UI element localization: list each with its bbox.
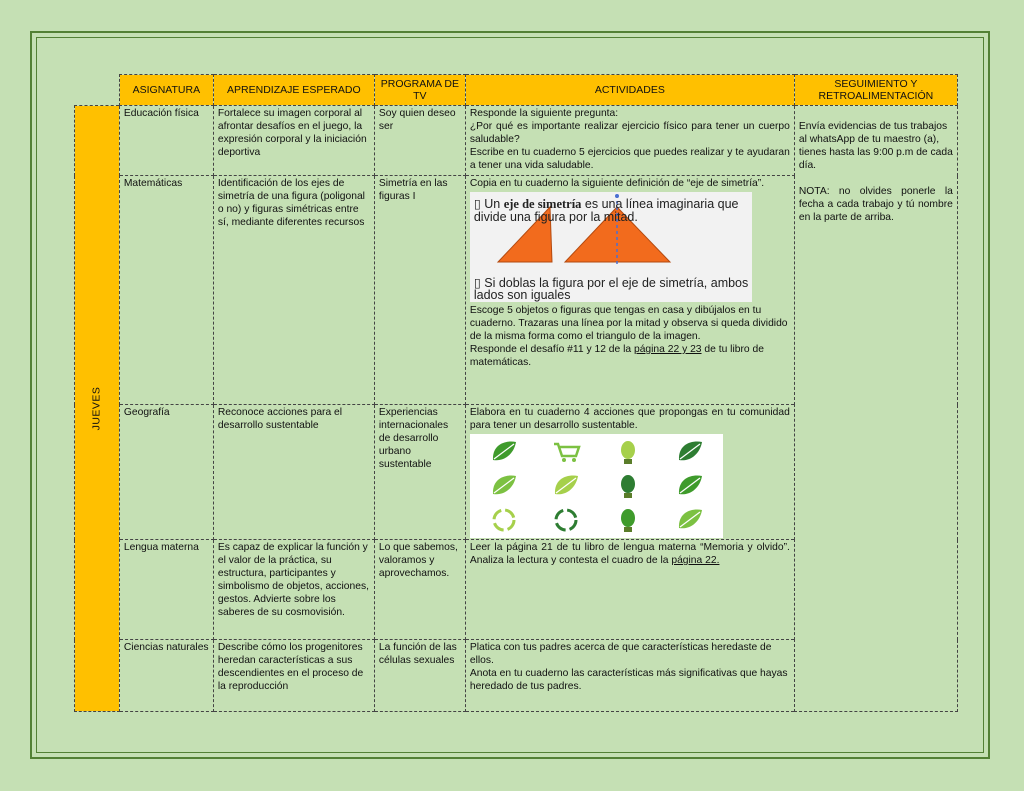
- activity-text: ¿Por qué es importante realizar ejercicio físico para tener un cuerpo saludable?: [469, 121, 790, 145]
- table-corner: [75, 75, 120, 106]
- cell-asignatura-matematicas: Matemáticas: [119, 176, 213, 405]
- shopping-cart-icon: [554, 444, 579, 462]
- cell-actividades-educacion: [465, 106, 794, 176]
- activity-text: Leer la página 21 de tu libro de lengua materna “Memoria y olvido”. Analiza la lectura y contesta el cuadro de la: [469, 542, 790, 566]
- activity-text-pre: Responde el desafío #11 y 12 de la: [469, 344, 634, 355]
- cell-programa-lengua: Lo que sabemos, valoramos y aprovechamos.: [374, 540, 465, 640]
- factory-leaf-icon: [493, 442, 516, 461]
- cell-programa-educacion: Soy quien deseo ser: [374, 106, 465, 176]
- nota-text: NOTA: no olvides ponerle la fecha a cada trabajo y tú nombre en la parte de arriba.: [798, 186, 953, 223]
- cell-seguimiento: [794, 106, 957, 712]
- cell-asignatura-educacion: Educación física: [119, 106, 213, 176]
- circular-arrows-icon: [556, 510, 576, 530]
- water-tap-icon: [679, 442, 702, 461]
- cell-actividades-lengua: [465, 540, 794, 640]
- bullet-icon: ▯: [473, 276, 481, 290]
- header-actividades: ACTIVIDADES: [465, 75, 794, 106]
- cell-programa-ciencias: La función de las células sexuales: [374, 640, 465, 712]
- definition-pre: Un: [484, 197, 504, 211]
- definition-bold: eje de simetría: [503, 197, 582, 211]
- cell-actividades-matematicas: [465, 176, 794, 405]
- cell-asignatura-geografia: Geografía: [119, 405, 213, 540]
- leaf-swirl-icon: [679, 476, 702, 495]
- page-link-22-23[interactable]: página 22 y 23: [633, 344, 702, 355]
- cell-actividades-geografia: [465, 405, 794, 540]
- lightbulb-icon: [621, 441, 635, 464]
- plant-sprout-icon: [555, 476, 578, 495]
- cell-actividades-ciencias: [465, 640, 794, 712]
- activity-text: Escoge 5 objetos o figuras que tengas en casa y dibújalos en tu cuaderno. Trazaras una línea por la mitad y observa si queda dividido de la misma forma como el triangulo de la imagen.: [469, 305, 788, 342]
- definition-post: es una línea imaginaria que divide una figura por la mitad.: [473, 197, 739, 224]
- recycle-arrows-icon: [494, 510, 514, 530]
- activity-text: Platica con tus padres acerca de que características heredaste de ellos.: [469, 642, 772, 666]
- leaf-plate-icon: [621, 509, 635, 532]
- header-seguimiento: SEGUIMIENTO Y RETROALIMENTACIÓN: [794, 75, 957, 106]
- header-programa: PROGRAMA DE TV: [374, 75, 465, 106]
- bullet-icon: ▯: [473, 197, 481, 211]
- page-link-22[interactable]: página 22.: [671, 555, 720, 566]
- cell-aprendizaje-matematicas: Identificación de los ejes de simetría de una figura (poligonal o no) y figuras simétricas entre sí, mediante diferentes recursos: [213, 176, 374, 405]
- seguimiento-text: Envía evidencias de tus trabajos al whatsApp de tu maestro (a), tienes hasta las 9:00 p.m de cada día.: [798, 121, 953, 171]
- activity-text: Responde la siguiente pregunta:: [469, 108, 619, 119]
- activity-text-post: de tu libro de matemáticas.: [469, 344, 764, 368]
- schedule-table: [74, 74, 958, 712]
- cell-aprendizaje-educacion: Fortalece su imagen corporal al afrontar desafíos en el juego, la expresión corporal y la iniciación deportiva: [213, 106, 374, 176]
- cell-programa-matematicas: Simetría en las figuras I: [374, 176, 465, 405]
- cell-aprendizaje-geografia: Reconoce acciones para el desarrollo sustentable: [213, 405, 374, 540]
- sustainability-icons-grid: [470, 434, 723, 538]
- fold-text: Si doblas la figura por el eje de simetría, ambos lados son iguales: [473, 276, 749, 302]
- eco-bulb-icon: [621, 475, 635, 498]
- activity-text: Anota en tu cuaderno las características más significativas que hayas heredado de tus padres.: [469, 668, 788, 692]
- cell-programa-geografia: Experiencias internacionales de desarrollo urbano sustentable: [374, 405, 465, 540]
- activity-text: Escribe en tu cuaderno 5 ejercicios que puedes realizar y te ayudaran a tener una vida saludable.: [469, 147, 790, 171]
- cell-aprendizaje-lengua: Es capaz de explicar la función y el valor de la práctica, su estructura, participantes y simbolismo de objetos, acciones, gestos. Advierte sobre los saberes de su cosmovisión.: [213, 540, 374, 640]
- sustainability-icons-image: [470, 434, 723, 538]
- header-asignatura: ASIGNATURA: [119, 75, 213, 106]
- header-aprendizaje: APRENDIZAJE ESPERADO: [213, 75, 374, 106]
- day-label-cell: [75, 106, 120, 712]
- recycle-hand-icon: [493, 476, 516, 495]
- cell-asignatura-ciencias: Ciencias naturales: [119, 640, 213, 712]
- cell-asignatura-lengua: Lengua materna: [119, 540, 213, 640]
- activity-text: [470, 343, 790, 369]
- cell-aprendizaje-ciencias: Describe cómo los progenitores heredan características a sus descendientes en el proceso de la reproducción: [213, 640, 374, 712]
- leaf-tag-icon: [679, 510, 702, 529]
- day-label: JUEVES: [90, 386, 103, 431]
- activity-text: Copia en tu cuaderno la siguiente definición de “eje de simetría”.: [469, 178, 765, 189]
- symmetry-image: [470, 192, 752, 302]
- activity-text: Elabora en tu cuaderno 4 acciones que propongas en tu comunidad para tener un desarrollo sustentable.: [469, 407, 790, 431]
